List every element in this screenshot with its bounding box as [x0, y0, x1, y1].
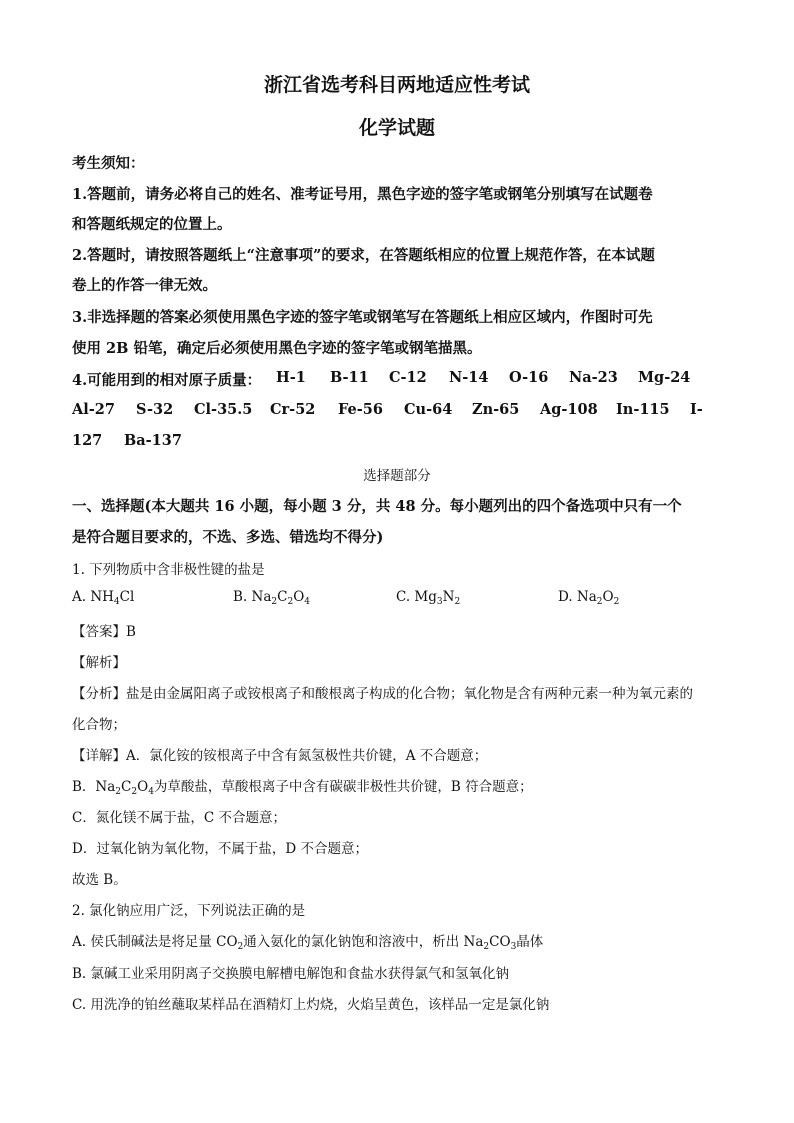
- notice-item-1-line-1: 1.答题前，请务必将自己的姓名、准考证号用，黑色字迹的签字笔或钢笔分别填写在试题卷: [72, 186, 653, 203]
- exam-subtitle: 化学试题: [358, 117, 435, 139]
- notice-item-1-line-2: 和答题纸规定的位置上。: [72, 216, 232, 233]
- question-1-option-b: B. $Na_2C_2O_4$: [233, 589, 310, 607]
- atomic-mass: 127: [72, 432, 103, 449]
- atomic-mass: Zn-65: [472, 401, 520, 418]
- atomic-mass: Cr-52: [270, 401, 316, 418]
- atomic-mass: Ba-137: [124, 432, 182, 449]
- question-2-option-c: C. 用洗净的铂丝蘸取某样品在酒精灯上灼烧，火焰呈黄色，该样品一定是氯化钠: [72, 997, 550, 1013]
- question-1-fenxi-line-1: 【分析】盐是由金属阳离子或铵根离子和酸根离子构成的化合物；氧化物是含有两种元素一种为氧元素的: [72, 686, 693, 702]
- atomic-mass: O-16: [509, 369, 549, 386]
- question-1-conclusion: 故选 B。: [72, 872, 127, 888]
- section-title: 选择题部分: [363, 468, 431, 484]
- question-1-stem: 1. 下列物质中含非极性键的盐是: [72, 562, 265, 578]
- atomic-mass: N-14: [449, 369, 489, 386]
- notice-item-4-prefix: 4.可能用到的相对原子质量：: [72, 372, 262, 389]
- question-2-stem: 2. 氯化钠应用广泛，下列说法正确的是: [72, 903, 306, 919]
- question-1-detail-c: C．氮化镁不属于盐，C 不合题意；: [72, 810, 286, 826]
- atomic-mass: In-115: [616, 401, 670, 418]
- question-1-detail-a: 【详解】A．氯化铵的铵根离子中含有氮氢极性共价键，A 不合题意；: [72, 748, 488, 764]
- notice-item-2-line-2: 卷上的作答一律无效。: [72, 277, 217, 294]
- question-1-option-c: C. $Mg_3N_2$: [396, 589, 461, 607]
- atomic-mass: C-12: [389, 369, 427, 386]
- question-1-detail-b: B．$Na_2C_2O_4$为草酸盐，草酸根离子中含有碳碳非极性共价键，B 符合题意；: [72, 779, 533, 797]
- question-1-option-a: A. $NH_4Cl$: [72, 589, 135, 607]
- exam-title: 浙江省选考科目两地适应性考试: [263, 74, 530, 96]
- atomic-mass: Cu-64: [404, 401, 453, 418]
- atomic-mass: H-1: [276, 369, 306, 386]
- atomic-mass: Al-27: [72, 401, 115, 418]
- notice-heading: 考生须知：: [72, 155, 145, 172]
- part-1-instruction-line-2: 是符合题目要求的，不选、多选、错选均不得分): [72, 529, 384, 546]
- atomic-mass: Ag-108: [540, 401, 598, 418]
- notice-item-2-line-1: 2.答题时，请按照答题纸上“注意事项”的要求，在答题纸相应的位置上规范作答，在本试题: [72, 247, 655, 264]
- atomic-mass: Cl-35.5: [194, 401, 253, 418]
- notice-item-3-line-2: 使用 2B 铅笔，确定后必须使用黑色字迹的签字笔或钢笔描黑。: [72, 340, 482, 357]
- notice-item-3-line-1: 3.非选择题的答案必须使用黑色字迹的签字笔或钢笔写在答题纸上相应区域内，作图时可先: [72, 309, 653, 326]
- atomic-mass: I-: [690, 401, 703, 418]
- question-2-option-a: A. 侯氏制碱法是将足量 $CO_2$通入氨化的氯化钠饱和溶液中，析出 $Na_2CO_3$晶体: [72, 934, 544, 952]
- question-1-detail-d: D．过氧化钠为氧化物，不属于盐，D 不合题意；: [72, 841, 368, 857]
- atomic-mass: Fe-56: [338, 401, 383, 418]
- atomic-mass: Mg-24: [638, 369, 691, 386]
- atomic-mass: S-32: [136, 401, 174, 418]
- question-1-answer: 【答案】B: [72, 624, 136, 640]
- question-1-analysis-tag: 【解析】: [72, 655, 126, 671]
- question-2-option-b: B. 氯碱工业采用阴离子交换膜电解槽电解饱和食盐水获得氯气和氢氧化钠: [72, 966, 510, 982]
- question-1-option-d: D. $Na_2O_2$: [558, 589, 620, 607]
- atomic-mass: B-11: [330, 369, 369, 386]
- part-1-instruction-line-1: 一、选择题(本大题共 16 小题，每小题 3 分，共 48 分。每小题列出的四个备选项中只有一个: [72, 498, 682, 515]
- question-1-fenxi-line-2: 化合物；: [72, 717, 126, 733]
- atomic-mass: Na-23: [569, 369, 618, 386]
